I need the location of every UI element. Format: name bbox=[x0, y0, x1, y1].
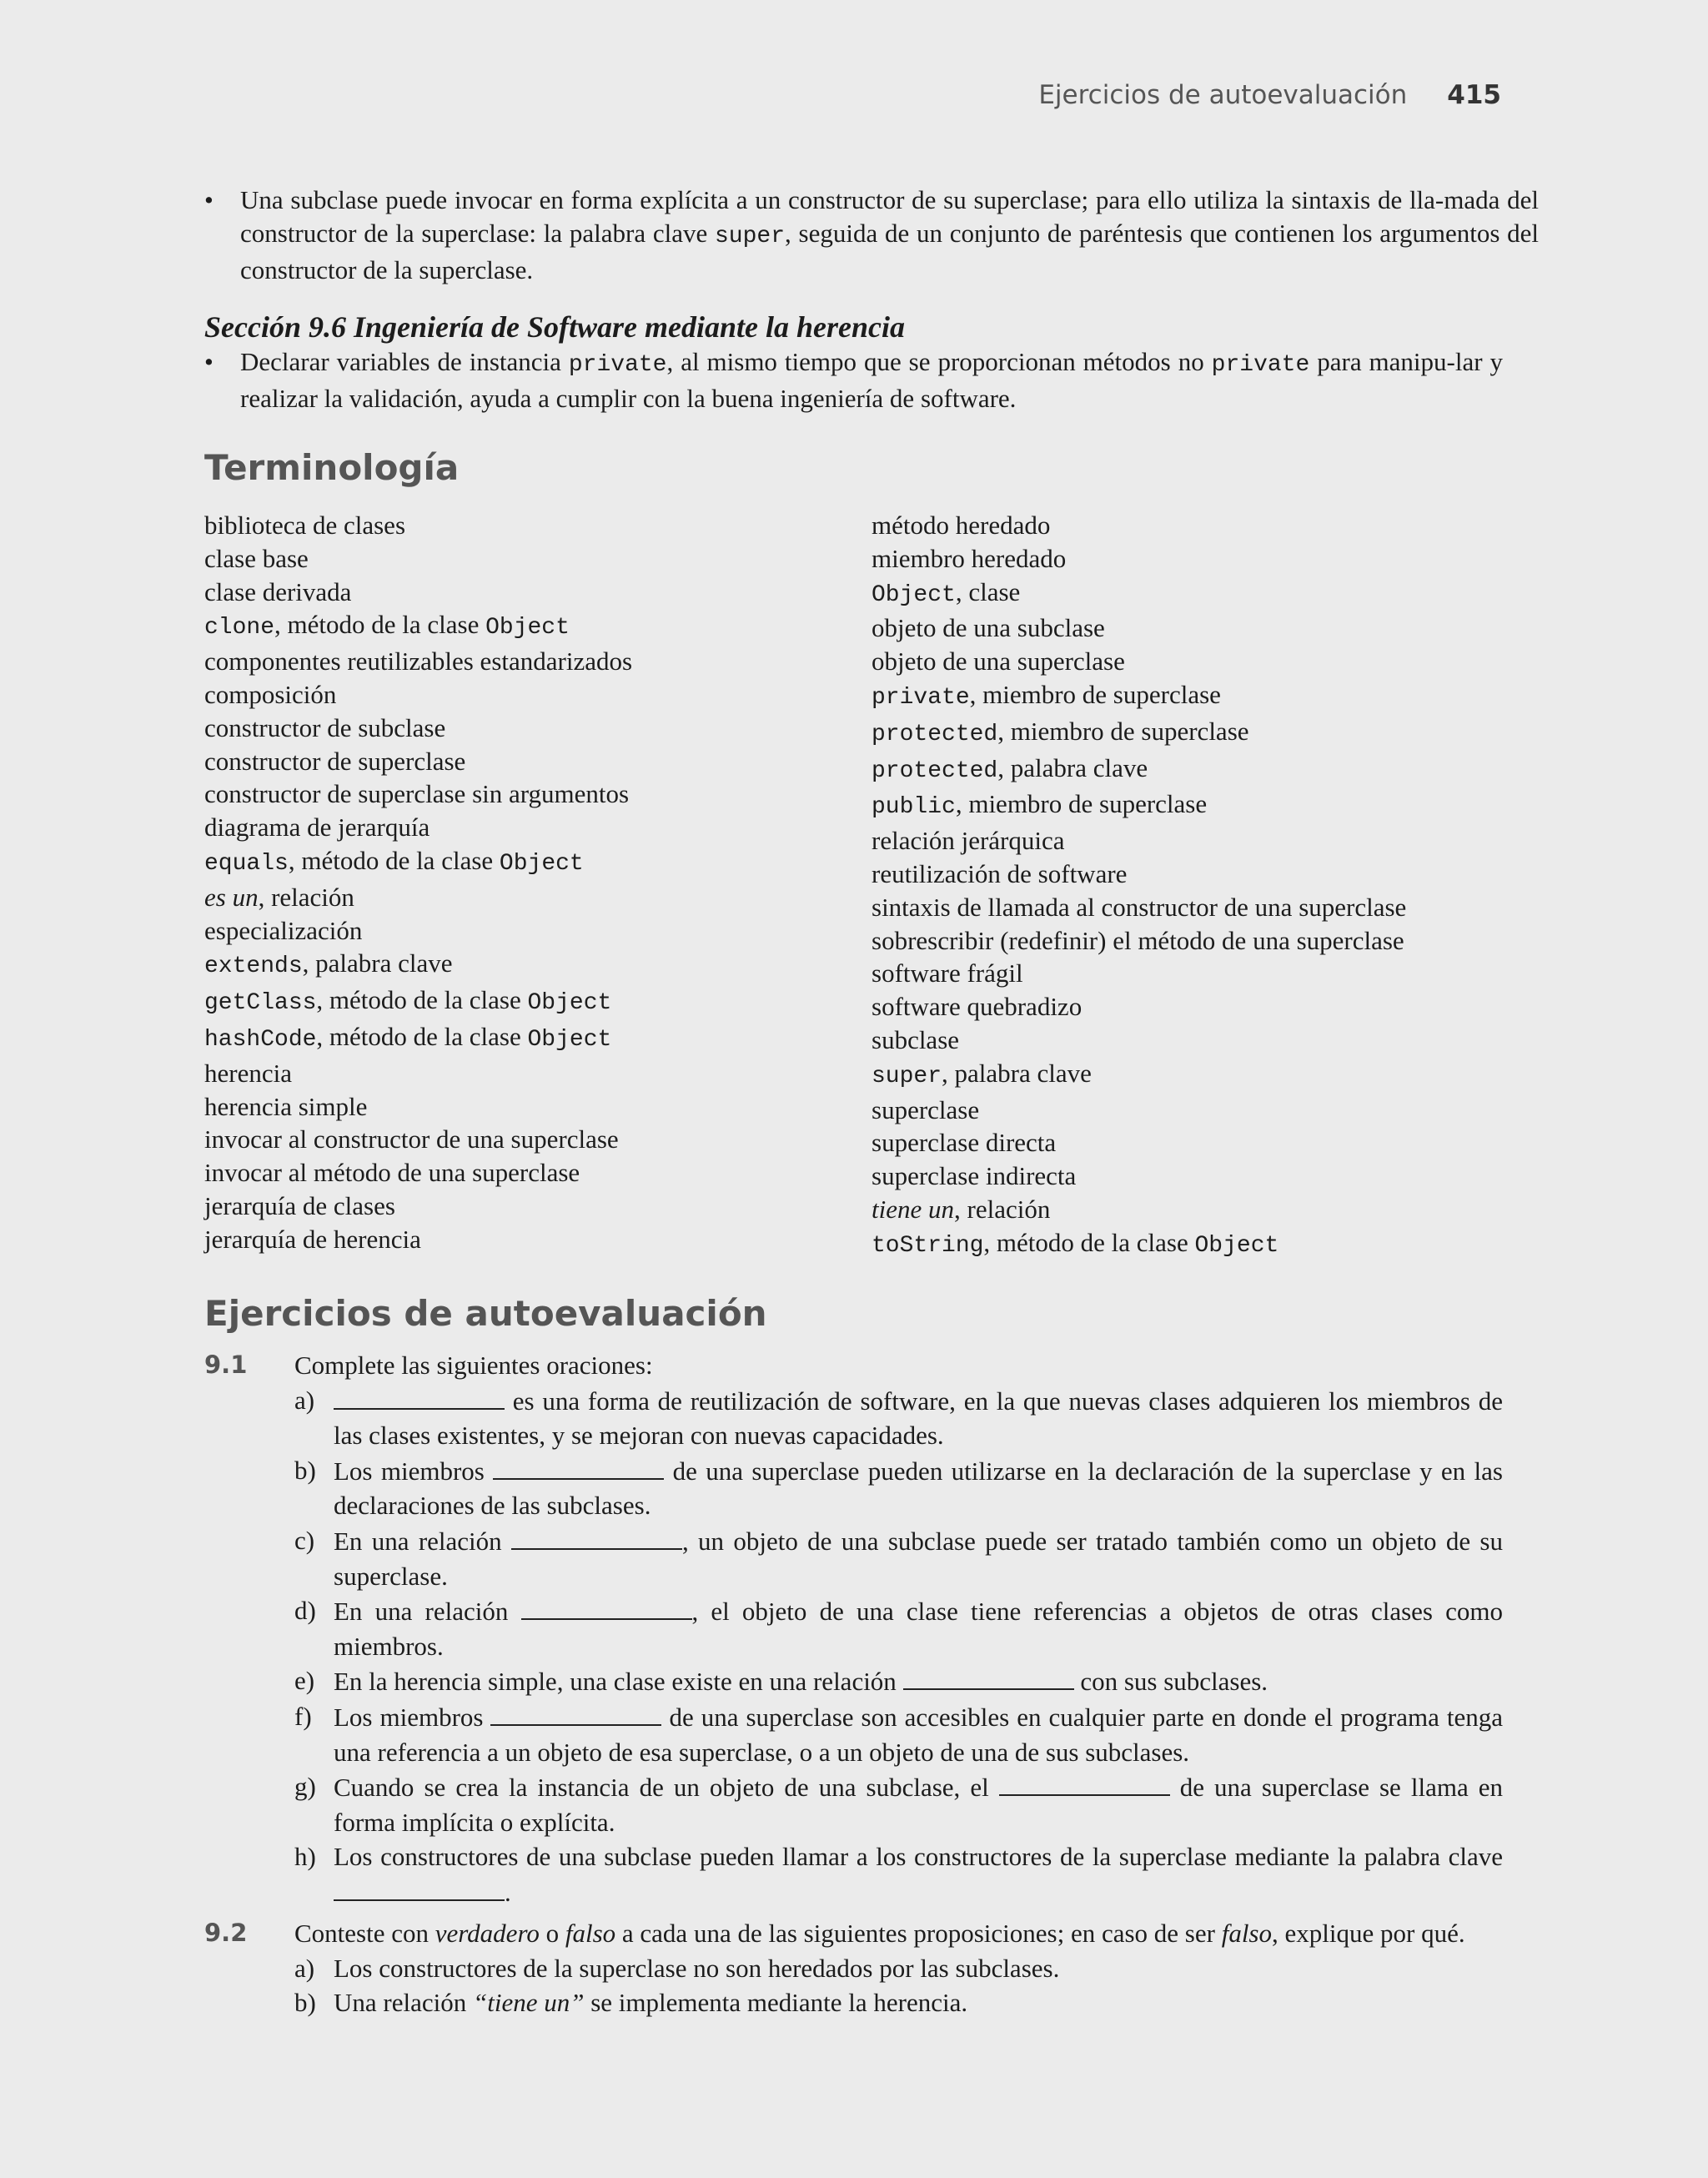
term: es un, relación bbox=[204, 882, 354, 912]
term: private, miembro de superclase bbox=[872, 679, 1221, 711]
term: miembro heredado bbox=[872, 543, 1067, 573]
term: clone, método de la clase Object bbox=[204, 610, 570, 641]
term: clase base bbox=[204, 543, 309, 573]
term: reutilización de software bbox=[872, 858, 1128, 888]
answer-blank[interactable] bbox=[490, 1699, 661, 1726]
answer-blank[interactable] bbox=[493, 1453, 664, 1480]
term: super, palabra clave bbox=[872, 1058, 1092, 1089]
term: jerarquía de herencia bbox=[204, 1224, 421, 1254]
answer-blank[interactable] bbox=[334, 1874, 505, 1901]
bullet-icon: • bbox=[204, 185, 214, 214]
exercise-9-1 bbox=[204, 1348, 1503, 1910]
terminology-list bbox=[204, 509, 1503, 1263]
term: relación jerárquica bbox=[872, 826, 1065, 856]
term: jerarquía de clases bbox=[204, 1190, 395, 1220]
term: getClass, método de la clase Object bbox=[204, 985, 612, 1017]
terminology-column-1 bbox=[204, 509, 872, 1263]
exercise-number: 9.1 bbox=[204, 1351, 248, 1379]
exercise-prompt: 9.1 Complete las siguientes oraciones: bbox=[204, 1348, 1503, 1383]
term: protected, miembro de superclase bbox=[872, 716, 1249, 747]
term: constructor de subclase bbox=[204, 712, 446, 742]
running-header bbox=[1038, 80, 1501, 110]
term: especialización bbox=[204, 915, 363, 945]
term: biblioteca de clases bbox=[204, 511, 406, 540]
exercise-prompt: 9.2 Conteste con verdadero o falso a cada una de las siguientes proposiciones; en caso de ser falso, explique por qué. bbox=[204, 1916, 1503, 1951]
exercise-item: a) es una forma de reutilización de software, en la que nuevas clases adquieren los miembros de las clases existentes, y se mejoran con nuevas capacidades. bbox=[204, 1383, 1503, 1453]
exercise-item: d) En una relación , el objeto de una clase tiene referencias a objetos de otras clases como miembros. bbox=[204, 1593, 1503, 1663]
answer-blank[interactable] bbox=[334, 1383, 505, 1410]
answer-blank[interactable] bbox=[903, 1663, 1074, 1690]
term: constructor de superclase sin argumentos bbox=[204, 779, 630, 809]
term: software frágil bbox=[872, 958, 1023, 988]
exercise-item: h) Los constructores de una subclase pueden llamar a los constructores de la superclase mediante la palabra clave . bbox=[294, 1842, 1503, 1907]
section-9-6 bbox=[204, 309, 1503, 415]
term: hashCode, método de la clase Object bbox=[204, 1021, 612, 1053]
terminology-heading: Terminología bbox=[204, 447, 460, 488]
term: diagrama de jerarquía bbox=[204, 812, 430, 843]
section-heading: Sección 9.6 Ingeniería de Software mediante la herencia bbox=[204, 310, 905, 344]
term: superclase bbox=[872, 1094, 980, 1124]
term: superclase directa bbox=[872, 1128, 1057, 1158]
term: superclase indirecta bbox=[872, 1161, 1077, 1191]
term: constructor de superclase bbox=[204, 746, 466, 776]
term: objeto de una superclase bbox=[872, 646, 1125, 677]
exercise-item: c) En una relación , un objeto de una subclase puede ser tratado también como un objeto de su superclase. bbox=[204, 1523, 1503, 1593]
exercises-heading: Ejercicios de autoevaluación bbox=[204, 1293, 767, 1334]
term: software quebradizo bbox=[872, 992, 1083, 1022]
exercise-item: b) Los miembros de una superclase pueden utilizarse en la declaración de la superclase y en las declaraciones de las subclases. bbox=[204, 1453, 1503, 1523]
exercise-item: g) Cuando se crea la instancia de un objeto de una subclase, el de una superclase se llama en forma implícita o explícita. bbox=[204, 1769, 1503, 1839]
term: herencia simple bbox=[204, 1091, 368, 1121]
term: sintaxis de llamada al constructor de una superclase bbox=[872, 892, 1407, 922]
terminology-section bbox=[204, 447, 1503, 488]
term: tiene un, relación bbox=[872, 1194, 1051, 1224]
term: public, miembro de superclase bbox=[872, 789, 1208, 821]
term: sobrescribir (redefinir) el método de una superclase bbox=[872, 925, 1404, 955]
exercise-item: a) Los constructores de la superclase no son heredados por las subclases. bbox=[294, 1953, 1060, 1983]
term: componentes reutilizables estandarizados bbox=[204, 646, 633, 677]
summary-bullet: • Una subclase puede invocar en forma explícita a un constructor de su superclase; para ello utiliza la sintaxis de lla-mada del constructor de la superclase: la palabra clave super, seguida de un conjunto de paréntesis que contienen los argumentos del constructor de la superclase. bbox=[204, 185, 1539, 284]
term: extends, palabra clave bbox=[204, 948, 453, 980]
term: Object, clase bbox=[872, 576, 1021, 608]
term: método heredado bbox=[872, 511, 1051, 540]
exercise-9-2 bbox=[204, 1916, 1503, 2020]
exercise-item: f) Los miembros de una superclase son accesibles en cualquier parte en donde el programa tenga una referencia a un objeto de esa superclase, o a un objeto de una de sus subclases. bbox=[204, 1699, 1503, 1769]
exercises-section bbox=[204, 1293, 1503, 1334]
summary-bullet: • Declarar variables de instancia private, al mismo tiempo que se proporcionan métodos no private para manipu-lar y realizar la validación, ayuda a cumplir con la buena ingeniería de software. bbox=[204, 347, 1504, 413]
exercise-item: e) En la herencia simple, una clase existe en una relación con sus subclases. bbox=[204, 1663, 1503, 1699]
term: toString, método de la clase Object bbox=[872, 1227, 1279, 1259]
bullet-icon: • bbox=[204, 347, 214, 376]
term: invocar al constructor de una superclase bbox=[204, 1124, 619, 1154]
answer-blank[interactable] bbox=[521, 1593, 692, 1620]
exercise-number: 9.2 bbox=[204, 1919, 248, 1947]
term: objeto de una subclase bbox=[872, 613, 1105, 643]
term: subclase bbox=[872, 1024, 960, 1054]
answer-blank[interactable] bbox=[511, 1523, 682, 1550]
page-number: 415 bbox=[1447, 80, 1501, 110]
answer-blank[interactable] bbox=[999, 1769, 1170, 1796]
terminology-column-2 bbox=[872, 509, 1503, 1263]
running-header-title: Ejercicios de autoevaluación bbox=[1038, 80, 1408, 110]
term: composición bbox=[204, 679, 337, 709]
exercise-item: b) Una relación “tiene un” se implementa mediante la herencia. bbox=[294, 1988, 968, 2018]
term: invocar al método de una superclase bbox=[204, 1158, 580, 1188]
term: equals, método de la clase Object bbox=[204, 845, 584, 877]
term: protected, palabra clave bbox=[872, 752, 1148, 784]
term: clase derivada bbox=[204, 576, 352, 606]
term: herencia bbox=[204, 1058, 292, 1088]
